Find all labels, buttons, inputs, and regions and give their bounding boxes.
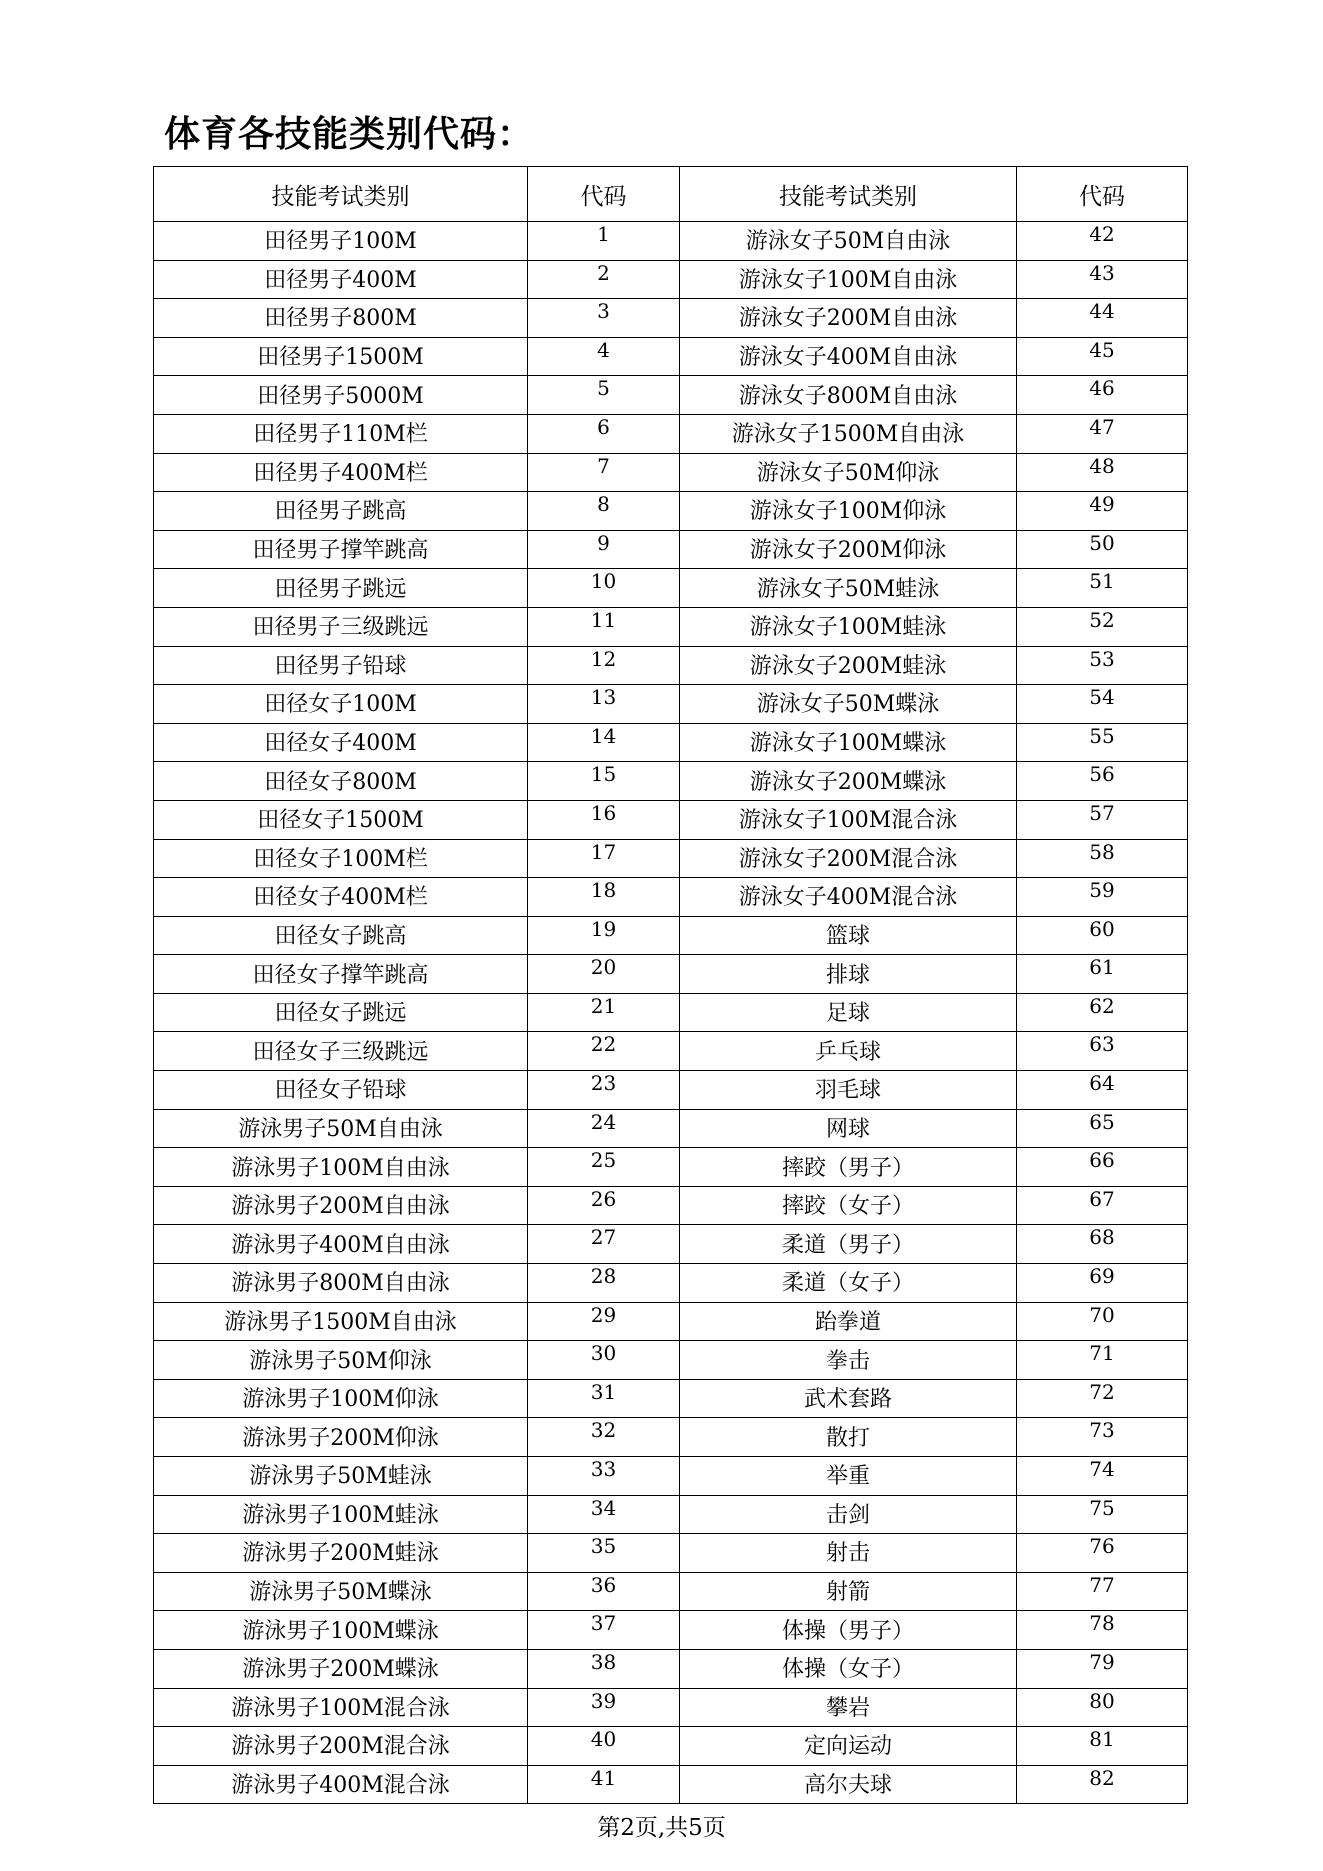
- code-cell: 13: [528, 685, 680, 724]
- code-cell: 67: [1017, 1186, 1188, 1225]
- table-row: [154, 1688, 1188, 1727]
- code-cell: 11: [528, 607, 680, 646]
- table-row: [154, 723, 1188, 762]
- table-row: [154, 260, 1188, 299]
- code-cell: 22: [528, 1032, 680, 1071]
- code-cell: 12: [528, 646, 680, 685]
- category-cell: 游泳男子200M混合泳: [154, 1727, 528, 1766]
- table-row: [154, 1765, 1188, 1804]
- table-row: [154, 222, 1188, 261]
- category-cell: 游泳男子400M自由泳: [154, 1225, 528, 1264]
- code-cell: 40: [528, 1727, 680, 1766]
- table-row: [154, 1186, 1188, 1225]
- code-cell: 62: [1017, 993, 1188, 1032]
- category-cell: 攀岩: [680, 1688, 1017, 1727]
- code-cell: 10: [528, 569, 680, 608]
- category-cell: 田径男子800M: [154, 299, 528, 338]
- code-cell: 60: [1017, 916, 1188, 955]
- table-row: [154, 1264, 1188, 1303]
- category-cell: 跆拳道: [680, 1302, 1017, 1341]
- code-cell: 70: [1017, 1302, 1188, 1341]
- category-cell: 游泳男子50M蛙泳: [154, 1457, 528, 1496]
- category-cell: 游泳男子200M仰泳: [154, 1418, 528, 1457]
- code-cell: 7: [528, 453, 680, 492]
- category-cell: 游泳女子800M自由泳: [680, 376, 1017, 415]
- category-cell: 游泳女子100M混合泳: [680, 800, 1017, 839]
- category-cell: 游泳女子50M蛙泳: [680, 569, 1017, 608]
- header-category-right: 技能考试类别: [680, 167, 1017, 222]
- code-cell: 57: [1017, 800, 1188, 839]
- code-cell: 14: [528, 723, 680, 762]
- code-cell: 44: [1017, 299, 1188, 338]
- category-cell: 射击: [680, 1534, 1017, 1573]
- table-row: [154, 646, 1188, 685]
- category-cell: 乒乓球: [680, 1032, 1017, 1071]
- table-row: [154, 1572, 1188, 1611]
- code-cell: 79: [1017, 1649, 1188, 1688]
- table-row: [154, 1495, 1188, 1534]
- category-cell: 田径女子铅球: [154, 1071, 528, 1110]
- table-row: [154, 1225, 1188, 1264]
- category-cell: 游泳女子200M自由泳: [680, 299, 1017, 338]
- header-category-left: 技能考试类别: [154, 167, 528, 222]
- category-cell: 举重: [680, 1457, 1017, 1496]
- table-row: [154, 839, 1188, 878]
- code-cell: 2: [528, 260, 680, 299]
- table-row: [154, 453, 1188, 492]
- code-cell: 4: [528, 337, 680, 376]
- category-cell: 游泳女子100M自由泳: [680, 260, 1017, 299]
- code-cell: 34: [528, 1495, 680, 1534]
- table-row: [154, 1071, 1188, 1110]
- code-cell: 61: [1017, 955, 1188, 994]
- code-cell: 68: [1017, 1225, 1188, 1264]
- category-cell: 游泳女子200M蝶泳: [680, 762, 1017, 801]
- code-cell: 6: [528, 414, 680, 453]
- table-row: [154, 1457, 1188, 1496]
- category-cell: 武术套路: [680, 1379, 1017, 1418]
- code-cell: 26: [528, 1186, 680, 1225]
- table-row: [154, 1727, 1188, 1766]
- category-cell: 游泳男子100M蝶泳: [154, 1611, 528, 1650]
- category-cell: 游泳女子400M混合泳: [680, 878, 1017, 917]
- category-cell: 游泳女子50M自由泳: [680, 222, 1017, 261]
- code-cell: 5: [528, 376, 680, 415]
- code-cell: 49: [1017, 492, 1188, 531]
- category-cell: 游泳女子200M仰泳: [680, 530, 1017, 569]
- category-cell: 柔道（男子）: [680, 1225, 1017, 1264]
- table-row: [154, 1379, 1188, 1418]
- category-cell: 田径男子400M: [154, 260, 528, 299]
- table-row: [154, 993, 1188, 1032]
- category-cell: 游泳女子200M混合泳: [680, 839, 1017, 878]
- category-cell: 田径男子5000M: [154, 376, 528, 415]
- code-cell: 17: [528, 839, 680, 878]
- code-cell: 41: [528, 1765, 680, 1804]
- category-cell: 羽毛球: [680, 1071, 1017, 1110]
- table-row: [154, 1418, 1188, 1457]
- code-cell: 18: [528, 878, 680, 917]
- category-cell: 田径女子跳高: [154, 916, 528, 955]
- category-cell: 田径女子跳远: [154, 993, 528, 1032]
- header-code-left: 代码: [528, 167, 680, 222]
- table-row: [154, 337, 1188, 376]
- code-cell: 3: [528, 299, 680, 338]
- code-cell: 66: [1017, 1148, 1188, 1187]
- category-cell: 田径女子1500M: [154, 800, 528, 839]
- code-cell: 32: [528, 1418, 680, 1457]
- category-cell: 游泳女子400M自由泳: [680, 337, 1017, 376]
- category-cell: 田径女子400M: [154, 723, 528, 762]
- code-cell: 55: [1017, 723, 1188, 762]
- code-cell: 35: [528, 1534, 680, 1573]
- category-cell: 游泳女子200M蛙泳: [680, 646, 1017, 685]
- code-cell: 28: [528, 1264, 680, 1303]
- code-cell: 50: [1017, 530, 1188, 569]
- table-row: [154, 492, 1188, 531]
- table-header-row: [154, 167, 1188, 222]
- category-cell: 田径男子400M栏: [154, 453, 528, 492]
- table-row: [154, 800, 1188, 839]
- category-cell: 游泳男子200M自由泳: [154, 1186, 528, 1225]
- category-cell: 游泳女子100M蛙泳: [680, 607, 1017, 646]
- category-cell: 网球: [680, 1109, 1017, 1148]
- category-cell: 游泳男子100M蛙泳: [154, 1495, 528, 1534]
- category-cell: 击剑: [680, 1495, 1017, 1534]
- category-cell: 游泳女子100M仰泳: [680, 492, 1017, 531]
- code-cell: 74: [1017, 1457, 1188, 1496]
- category-cell: 田径男子跳高: [154, 492, 528, 531]
- code-cell: 48: [1017, 453, 1188, 492]
- category-cell: 足球: [680, 993, 1017, 1032]
- code-cell: 78: [1017, 1611, 1188, 1650]
- skill-code-table: [153, 166, 1188, 1804]
- code-cell: 20: [528, 955, 680, 994]
- category-cell: 柔道（女子）: [680, 1264, 1017, 1303]
- code-cell: 69: [1017, 1264, 1188, 1303]
- category-cell: 摔跤（女子）: [680, 1186, 1017, 1225]
- category-cell: 游泳男子100M混合泳: [154, 1688, 528, 1727]
- table-row: [154, 1109, 1188, 1148]
- category-cell: 高尔夫球: [680, 1765, 1017, 1804]
- code-cell: 24: [528, 1109, 680, 1148]
- category-cell: 游泳男子400M混合泳: [154, 1765, 528, 1804]
- table-row: [154, 299, 1188, 338]
- code-cell: 58: [1017, 839, 1188, 878]
- code-cell: 30: [528, 1341, 680, 1380]
- table-row: [154, 916, 1188, 955]
- category-cell: 田径女子400M栏: [154, 878, 528, 917]
- code-cell: 65: [1017, 1109, 1188, 1148]
- category-cell: 游泳男子200M蛙泳: [154, 1534, 528, 1573]
- code-cell: 39: [528, 1688, 680, 1727]
- code-cell: 56: [1017, 762, 1188, 801]
- category-cell: 游泳男子50M仰泳: [154, 1341, 528, 1380]
- category-cell: 篮球: [680, 916, 1017, 955]
- code-cell: 31: [528, 1379, 680, 1418]
- code-cell: 43: [1017, 260, 1188, 299]
- category-cell: 田径女子100M: [154, 685, 528, 724]
- code-cell: 46: [1017, 376, 1188, 415]
- code-cell: 59: [1017, 878, 1188, 917]
- code-cell: 38: [528, 1649, 680, 1688]
- category-cell: 游泳男子50M自由泳: [154, 1109, 528, 1148]
- code-cell: 37: [528, 1611, 680, 1650]
- code-cell: 36: [528, 1572, 680, 1611]
- page-footer: 第2页,共5页: [597, 1815, 726, 1841]
- code-cell: 75: [1017, 1495, 1188, 1534]
- category-cell: 游泳女子1500M自由泳: [680, 414, 1017, 453]
- table-row: [154, 414, 1188, 453]
- code-cell: 1: [528, 222, 680, 261]
- code-cell: 16: [528, 800, 680, 839]
- code-cell: 71: [1017, 1341, 1188, 1380]
- category-cell: 田径女子撑竿跳高: [154, 955, 528, 994]
- code-cell: 80: [1017, 1688, 1188, 1727]
- code-cell: 33: [528, 1457, 680, 1496]
- category-cell: 田径男子撑竿跳高: [154, 530, 528, 569]
- table-row: [154, 1302, 1188, 1341]
- table-row: [154, 1341, 1188, 1380]
- code-cell: 45: [1017, 337, 1188, 376]
- code-cell: 15: [528, 762, 680, 801]
- table-row: [154, 607, 1188, 646]
- header-code-right: 代码: [1017, 167, 1188, 222]
- table-row: [154, 569, 1188, 608]
- code-cell: 23: [528, 1071, 680, 1110]
- code-cell: 72: [1017, 1379, 1188, 1418]
- category-cell: 游泳女子50M蝶泳: [680, 685, 1017, 724]
- category-cell: 田径男子铅球: [154, 646, 528, 685]
- category-cell: 游泳女子100M蝶泳: [680, 723, 1017, 762]
- table-row: [154, 376, 1188, 415]
- category-cell: 游泳男子100M仰泳: [154, 1379, 528, 1418]
- category-cell: 田径男子100M: [154, 222, 528, 261]
- category-cell: 摔跤（男子）: [680, 1148, 1017, 1187]
- code-cell: 8: [528, 492, 680, 531]
- category-cell: 游泳男子100M自由泳: [154, 1148, 528, 1187]
- category-cell: 体操（男子）: [680, 1611, 1017, 1650]
- category-cell: 田径女子100M栏: [154, 839, 528, 878]
- table-row: [154, 762, 1188, 801]
- code-cell: 42: [1017, 222, 1188, 261]
- table-row: [154, 685, 1188, 724]
- code-cell: 73: [1017, 1418, 1188, 1457]
- table-row: [154, 1148, 1188, 1187]
- category-cell: 散打: [680, 1418, 1017, 1457]
- category-cell: 田径女子三级跳远: [154, 1032, 528, 1071]
- code-cell: 25: [528, 1148, 680, 1187]
- table-row: [154, 955, 1188, 994]
- table-row: [154, 1649, 1188, 1688]
- code-cell: 81: [1017, 1727, 1188, 1766]
- category-cell: 游泳男子1500M自由泳: [154, 1302, 528, 1341]
- code-cell: 52: [1017, 607, 1188, 646]
- code-cell: 64: [1017, 1071, 1188, 1110]
- code-cell: 9: [528, 530, 680, 569]
- code-cell: 19: [528, 916, 680, 955]
- code-cell: 51: [1017, 569, 1188, 608]
- category-cell: 体操（女子）: [680, 1649, 1017, 1688]
- category-cell: 射箭: [680, 1572, 1017, 1611]
- table-body: [154, 222, 1188, 1804]
- category-cell: 游泳女子50M仰泳: [680, 453, 1017, 492]
- category-cell: 游泳男子200M蝶泳: [154, 1649, 528, 1688]
- category-cell: 田径男子三级跳远: [154, 607, 528, 646]
- code-cell: 29: [528, 1302, 680, 1341]
- code-cell: 63: [1017, 1032, 1188, 1071]
- category-cell: 定向运动: [680, 1727, 1017, 1766]
- code-cell: 82: [1017, 1765, 1188, 1804]
- table-row: [154, 1611, 1188, 1650]
- code-cell: 21: [528, 993, 680, 1032]
- code-cell: 77: [1017, 1572, 1188, 1611]
- code-cell: 27: [528, 1225, 680, 1264]
- code-cell: 76: [1017, 1534, 1188, 1573]
- category-cell: 排球: [680, 955, 1017, 994]
- code-cell: 47: [1017, 414, 1188, 453]
- code-cell: 54: [1017, 685, 1188, 724]
- category-cell: 田径男子1500M: [154, 337, 528, 376]
- category-cell: 游泳男子50M蝶泳: [154, 1572, 528, 1611]
- code-cell: 53: [1017, 646, 1188, 685]
- table-row: [154, 530, 1188, 569]
- page-title: 体育各技能类别代码：: [164, 114, 535, 155]
- category-cell: 拳击: [680, 1341, 1017, 1380]
- table-row: [154, 1534, 1188, 1573]
- category-cell: 田径女子800M: [154, 762, 528, 801]
- table-row: [154, 878, 1188, 917]
- table-row: [154, 1032, 1188, 1071]
- category-cell: 田径男子110M栏: [154, 414, 528, 453]
- category-cell: 游泳男子800M自由泳: [154, 1264, 528, 1303]
- category-cell: 田径男子跳远: [154, 569, 528, 608]
